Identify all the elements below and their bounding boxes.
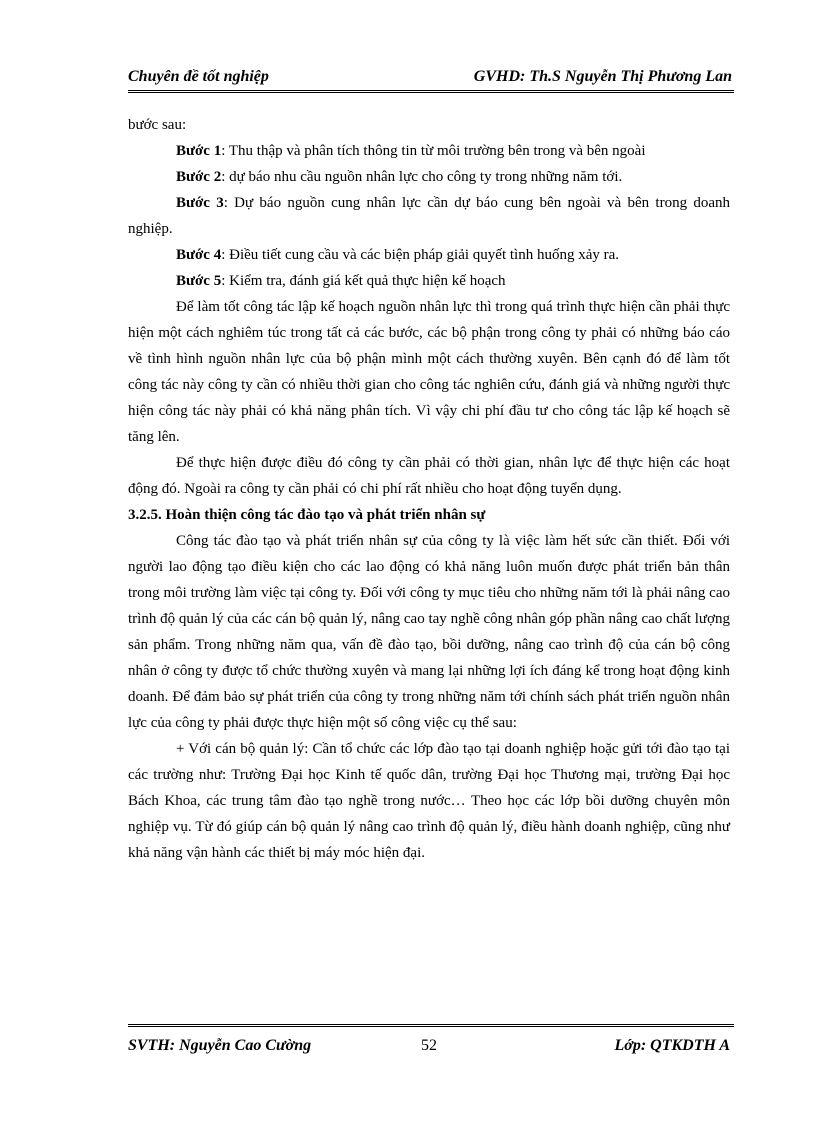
intro-text: bước sau:: [128, 117, 187, 133]
step-4: [128, 242, 730, 268]
step-1: [128, 138, 730, 164]
paragraph-managers: + Với cán bộ quản lý: Cần tổ chức các lớp đào tạo tại doanh nghiệp hoặc gửi tới đào tạo tại các trường như: Trường Đại học Kinh tế quốc dân, trường Đại học Thương mại, trường Đại học Bách Khoa, các trung tâm đào tạo nghề trong nước… Theo học các lớp bồi dưỡng chuyên môn nghiệp vụ. Từ đó giúp cán bộ quản lý nâng cao trình độ quản lý, điều hành doanh nghiệp, cũng như khả năng vận hành các thiết bị máy móc hiện đại.: [128, 741, 730, 861]
paragraph-training: Công tác đào tạo và phát triển nhân sự của công ty là việc làm hết sức cần thiết. Đối với người lao động tạo điều kiện cho các lao động có khả năng luôn muốn được phát triển bản thân trong môi trường làm việc tại công ty. Đối với công ty mục tiêu cho những năm tới là phải nâng cao trình độ quản lý của các cán bộ quản lý, nâng cao tay nghề công nhân góp phần nâng cao chất lượng sản phẩm. Trong những năm qua, vấn đề đào tạo, bồi dưỡng, nâng cao trình độ của cán bộ công nhân ở công ty được tổ chức thường xuyên và mang lại những lợi ích đáng kể trong hoạt động kinh doanh. Để đảm bảo sự phát triển của công ty trong những năm tới chính sách phát triển nguồn nhân lực của công ty phải được thực hiện một số công việc cụ thể sau:: [128, 533, 730, 731]
header-title: Chuyên đề tốt nghiệp: [128, 68, 269, 85]
step-2: [128, 164, 730, 190]
step-4-label: Bước 4: [176, 247, 222, 263]
step-3: [128, 190, 730, 242]
step-4-text: : Điều tiết cung cầu và các biện pháp giải quyết tình huống xảy ra.: [221, 247, 620, 263]
paragraph-planning: Để làm tốt công tác lập kế hoạch nguồn nhân lực thì trong quá trình thực hiện cần phải thực hiện một cách nghiêm túc trong tất cả các bước, các bộ phận trong công ty phải có những báo cáo về tình hình nguồn nhân lực của bộ phận mình một cách thường xuyên. Bên cạnh đó để làm tốt công tác này công ty cần có nhiều thời gian cho công tác nghiên cứu, đánh giá và những người thực hiện công tác này phải có khả năng phân tích. Vì vậy chi phí đầu tư cho công tác lập kế hoạch sẽ tăng lên.: [128, 299, 730, 445]
page-number: 52: [421, 1037, 437, 1054]
step-1-label: Bước 1: [176, 143, 222, 159]
header-advisor: GVHD: Th.S Nguyễn Thị Phương Lan: [473, 68, 732, 85]
footer-class: Lớp: QTKDTH A: [614, 1037, 730, 1054]
page-footer: [128, 1024, 734, 1055]
step-1-text: : Thu thập và phân tích thông tin từ môi trường bên trong và bên ngoài: [221, 143, 646, 159]
step-2-label: Bước 2: [176, 169, 222, 185]
footer-student: SVTH: Nguyễn Cao Cường: [128, 1037, 312, 1054]
step-5-text: : Kiểm tra, đánh giá kết quả thực hiện kế hoạch: [221, 273, 506, 289]
page-body: [128, 112, 730, 866]
section-heading: 3.2.5. Hoàn thiện công tác đào tạo và phát triển nhân sự: [128, 507, 486, 523]
step-3-text: : Dự báo nguồn cung nhân lực cần dự báo cung bên ngoài và bên trong doanh nghiệp.: [128, 195, 730, 237]
paragraph-implementation: Để thực hiện được điều đó công ty cần phải có thời gian, nhân lực để thực hiện các hoạt động đó. Ngoài ra công ty cần phải có chi phí rất nhiều cho hoạt động tuyển dụng.: [128, 455, 730, 497]
step-3-label: Bước 3: [176, 195, 224, 211]
step-2-text: : dự báo nhu cầu nguồn nhân lực cho công ty trong những năm tới.: [221, 169, 623, 185]
step-5: [128, 268, 730, 294]
step-5-label: Bước 5: [176, 273, 222, 289]
page-header: [128, 66, 734, 93]
